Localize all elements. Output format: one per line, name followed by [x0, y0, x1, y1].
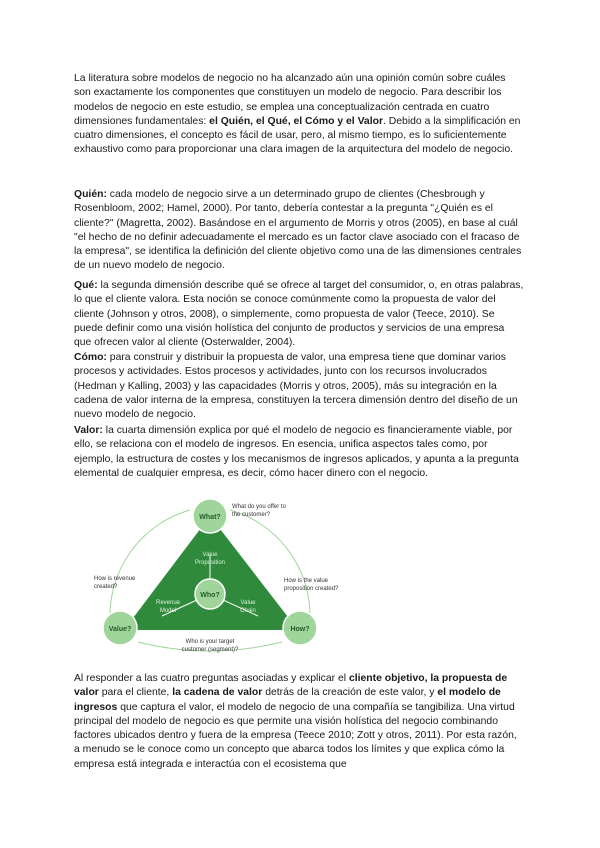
valor-term: Valor: [74, 425, 103, 436]
como-paragraph [74, 351, 524, 422]
intro-text: La literatura sobre modelos de negocio no ha alcanzado aún una opinión común sobre cuáles son exactamente los componentes que constituyen un modelo de negocio. Para describir los modelos de negocio en este estudio, se emplea una conceptualización centrada en cuatro dimensiones fundamentales: [74, 73, 506, 127]
intro-bold-dimensions: el Quién, el Qué, el Cómo y el Valor [209, 115, 383, 127]
node-value-label: Value? [108, 626, 132, 633]
node-what-label: What? [199, 514, 221, 521]
question-who-1: Who is your target [185, 639, 235, 645]
que-paragraph [74, 279, 524, 350]
label-revenue-1: Revenue [155, 600, 181, 606]
como-term: Cómo: [74, 352, 107, 363]
como-text: para construir y distribuir la propuesta de valor, una empresa tiene que dominar varios procesos y actividades. Estos procesos y actividades, junto con los recursos involucrados (Hedman y Kalling, 2003) y las capacidades (Morris y otros, 2005), más su integración en la cadena de valor interna de la empresa, constituyen la tercera dimensión dentro del diseño de un nuevo modelo de negocio. [74, 352, 518, 421]
label-value-prop-1: Value [202, 552, 218, 558]
question-what-1: What do you offer to [232, 504, 286, 510]
quien-term: Quién: [74, 189, 107, 200]
business-model-triangle-diagram [82, 494, 482, 664]
question-what-2: the customer? [232, 512, 271, 518]
que-text: la segunda dimensión describe qué se ofrece al target del consumidor, o, en otras palabras, lo que el cliente valora. Esta noción se conoce comúnmente como la propuesta de valor del cliente (Johnson y otros, 2008), o simplemente, como propuesta de valor (Teece, 2010). Se puede definir como una visión holística del conjunto de productos y servicios de una empresa que ofrecen valor al cliente (Osterwalder, 2004). [74, 280, 524, 349]
question-revenue-1: How is revenue [94, 576, 136, 582]
triangle-svg [82, 494, 482, 664]
intro-paragraph [74, 72, 524, 158]
final-text-4: que captura el valor, el modelo de negocio de una compañía se tangibiliza. Una virtud principal del modelo de negocio es que permite una visión holística del negocio combinando factores ubicados dentro y fuera de la empresa (Teece 2010; Zott y otros, 2011). Por esta razón, a menudo se le conoce como un concepto que abarca todos los límites y que explica cómo la empresa está integrada e interactúa con el ecosistema que [74, 701, 517, 770]
valor-paragraph [74, 424, 524, 481]
final-bold-2: la cadena de valor [172, 687, 263, 699]
question-chain-1: How is the value [284, 578, 329, 584]
final-paragraph [74, 672, 524, 772]
final-bold-1: cliente objetivo, la propuesta de valor [74, 673, 508, 699]
quien-text: cada modelo de negocio sirve a un determinado grupo de clientes (Chesbrough y Rosenbloom, 2002; Hamel, 2000). Por tanto, debería contestar a la pregunta "¿Quién es el cliente?" (Magretta, 2002). Basándose en el argumento de Morris y otros (2005), en base al cuál "el hecho de no definir adecuadamente el mercado es un factor clave asociado con el fracaso de la empresa", se identifica la definición del cliente objetivo como una de las dimensiones centrales de un nuevo modelo de negocio. [74, 189, 522, 272]
question-who-2: customer (segment)? [181, 647, 239, 653]
quien-paragraph [74, 188, 524, 274]
label-revenue-2: Model [159, 608, 177, 614]
intro-text-end: . Debido a la simplificación en cuatro dimensiones, el concepto es fácil de usar, pero, al mismo tiempo, es lo suficientemente exhaustivo como para proporcionar una clara imagen de la arquitectura del modelo de negocio. [74, 115, 521, 156]
final-text-2: para el cliente, [98, 687, 173, 699]
valor-text: la cuarta dimensión explica por qué el modelo de negocio es financieramente viable, por ello, se relaciona con el modelo de ingresos. En esencia, unifica aspectos tales como, por ejemplo, la estructura de costes y los mecanismos de ingresos aplicados, y apunta a la pregunta elemental de cualquier empresa, es decir, cómo hacer dinero con el negocio. [74, 425, 519, 479]
question-revenue-2: created? [94, 584, 118, 590]
final-text-3: detrás de la creación de este valor, y [262, 687, 438, 699]
final-bold-3: el modelo de ingresos [74, 687, 501, 713]
label-value-prop-2: Proposition [194, 560, 226, 566]
node-who-label: Who? [200, 592, 220, 599]
label-chain-1: Value [240, 600, 256, 606]
label-chain-2: Chain [240, 608, 256, 614]
question-chain-2: proposition created? [284, 586, 339, 592]
node-how-label: How? [290, 626, 310, 633]
que-term: Qué: [74, 280, 98, 291]
final-text-1: Al responder a las cuatro preguntas asociadas y explicar el [74, 673, 349, 684]
